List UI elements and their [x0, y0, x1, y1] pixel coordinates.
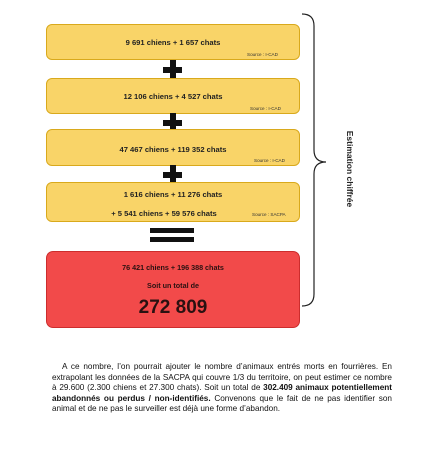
count-box-1 [46, 24, 300, 60]
source-label: Source : I-CAD [250, 106, 281, 111]
total-box [46, 251, 300, 328]
total-value: 272 809 [138, 297, 208, 318]
total-breakdown: 76 421 chiens + 196 388 chats [122, 263, 224, 272]
paragraph-bold-text: 302.409 animaux potentiellement abandonnés ou perdus / non-identifiés. [52, 383, 392, 403]
total-caption: Soit un total de [147, 281, 199, 290]
count-box-text: 12 106 chiens + 4 527 chats [123, 92, 223, 101]
count-box-text: + 5 541 chiens + 59 576 chats [111, 209, 217, 218]
source-label: Source : I-CAD [247, 52, 278, 57]
source-label: Source : I-CAD [254, 158, 285, 163]
plus-icon [163, 60, 182, 79]
side-label-text: Estimation chiffrée [345, 130, 355, 208]
count-box-2 [46, 78, 300, 114]
paragraph-text: A ce nombre, l’on pourrait ajouter le nombre d’animaux entrés morts en fourrières. En extrapolant les données de la SACPA qui couvre 1/3 du territoire, on peut estimer ce nombre à 29.600 (2.300 chiens et 27.300 chats). Soit un total de [52, 362, 392, 393]
paragraph-text: Convenons que le fait de ne pas identifier son animal et de ne pas le surveiller est déjà une forme d’abandon. [52, 393, 392, 414]
count-box-4 [46, 182, 300, 222]
body-paragraph [52, 362, 392, 415]
count-box-text: 9 691 chiens + 1 657 chats [125, 38, 221, 47]
count-box-text: 47 467 chiens + 119 352 chats [119, 145, 227, 154]
count-box-3 [46, 129, 300, 166]
source-label: Source : SACPA [252, 212, 286, 217]
right-brace-icon [300, 12, 332, 308]
count-box-text: 1 616 chiens + 11 276 chats [123, 190, 223, 199]
equals-icon [150, 227, 194, 243]
